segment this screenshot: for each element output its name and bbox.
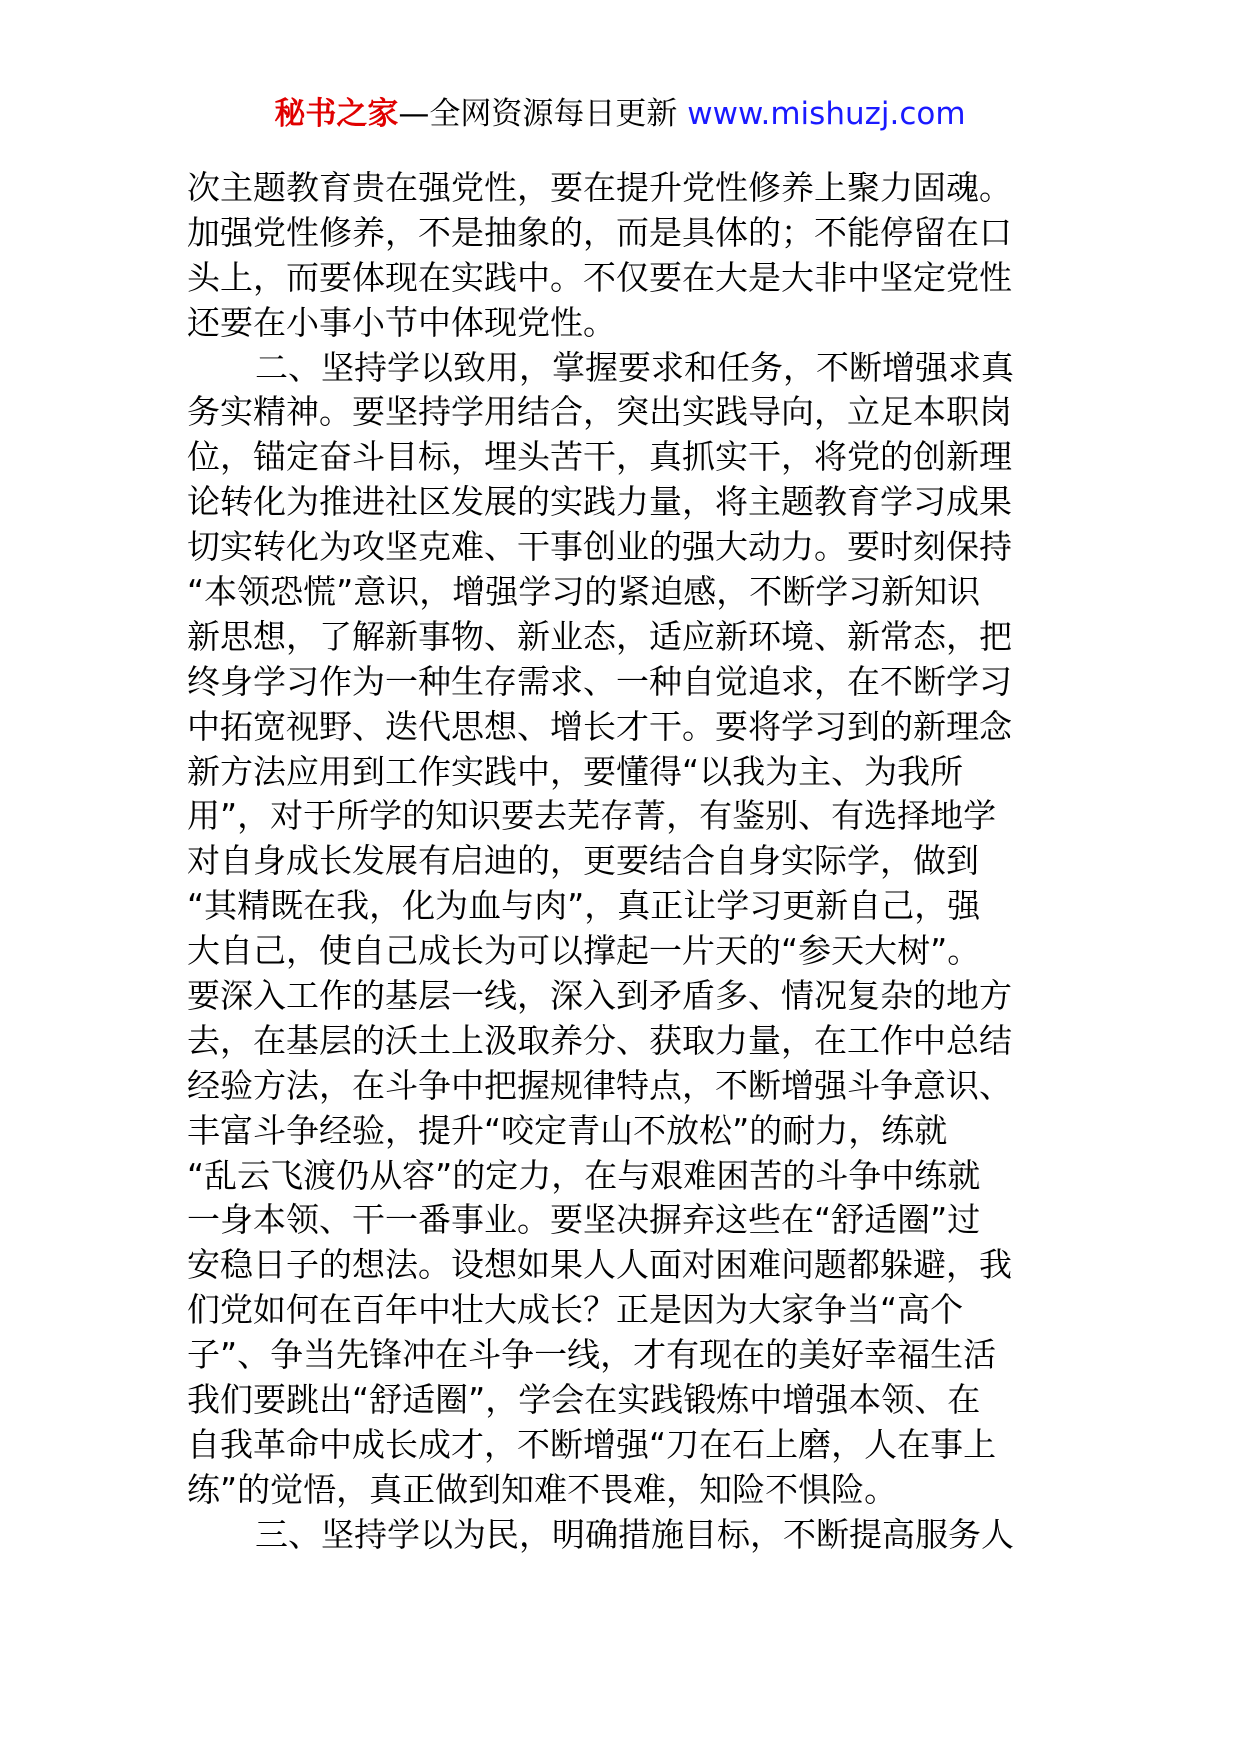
text-line: 还要在小事小节中体现党性。 (187, 302, 616, 342)
text-line: 安稳日子的想法。设想如果人人面对困难问题都躲避，我 (187, 1245, 1012, 1285)
text-line: 一身本领、干一番事业。要坚决摒弃这些在“舒适圈”过 (187, 1200, 981, 1240)
text-line: 们党如何在百年中壮大成长？正是因为大家争当“高个 (187, 1290, 964, 1330)
text-line: 我们要跳出“舒适圈”，学会在实践锻炼中增强本领、在 (187, 1380, 981, 1420)
site-slogan: —全网资源每日更新 (398, 96, 688, 132)
text-line: 练”的觉悟，真正做到知难不畏难，知险不惧险。 (187, 1469, 898, 1509)
site-brand: 秘书之家 (274, 96, 399, 132)
section-heading-line: 三、坚持学以为民，明确措施目标，不断提高服务人 (255, 1514, 1014, 1554)
text-line: 位，锚定奋斗目标，埋头苦干，真抓实干，将党的创新理 (187, 437, 1012, 477)
text-line: 论转化为推进社区发展的实践力量，将主题教育学习成果 (187, 482, 1012, 522)
text-line: 大自己，使自己成长为可以撑起一片天的“参天大树”。 (187, 931, 981, 971)
text-line: 头上，而要体现在实践中。不仅要在大是大非中坚定党性 (187, 257, 1012, 297)
text-line: “乱云飞渡仍从容”的定力，在与艰难困苦的斗争中练就 (187, 1155, 981, 1195)
document-body (187, 166, 1057, 1558)
text-line: 用”，对于所学的知识要去芜存菁，有鉴别、有选择地学 (187, 796, 997, 836)
text-line: 丰富斗争经验，提升“咬定青山不放松”的耐力，练就 (187, 1110, 948, 1150)
text-line: “本领恐慌”意识，增强学习的紧迫感，不断学习新知识 (187, 572, 981, 612)
text-line: 加强党性修养，不是抽象的，而是具体的；不能停留在口 (187, 212, 1012, 252)
text-line: 务实精神。要坚持学用结合，突出实践导向，立足本职岗 (187, 392, 1012, 432)
text-line: 新方法应用到工作实践中，要懂得“以我为主、为我所 (187, 751, 964, 791)
site-url[interactable]: www.mishuzj.com (687, 96, 966, 132)
text-line: 次主题教育贵在强党性，要在提升党性修养上聚力固魂。 (187, 168, 1012, 207)
text-line: 子”、争当先锋冲在斗争一线，才有现在的美好幸福生活 (187, 1335, 997, 1375)
text-line: 去，在基层的沃土上汲取养分、获取力量，在工作中总结 (187, 1020, 1012, 1060)
text-line: 自我革命中成长成才，不断增强“刀在石上磨，人在事上 (187, 1424, 997, 1464)
section-heading-line: 二、坚持学以致用，掌握要求和任务，不断增强求真 (255, 347, 1014, 387)
text-line: 要深入工作的基层一线，深入到矛盾多、情况复杂的地方 (187, 976, 1012, 1016)
text-line: 中拓宽视野、迭代思想、增长才干。要将学习到的新理念 (187, 706, 1012, 746)
text-line: 新思想，了解新事物、新业态，适应新环境、新常态，把 (187, 616, 1012, 656)
text-line: “其精既在我，化为血与肉”，真正让学习更新自己，强 (187, 886, 981, 926)
text-line: 对自身成长发展有启迪的，更要结合自身实际学，做到 (187, 841, 979, 881)
text-line: 终身学习作为一种生存需求、一种自觉追求，在不断学习 (187, 661, 1012, 701)
text-line: 切实转化为攻坚克难、干事创业的强大动力。要时刻保持 (187, 527, 1012, 567)
page-header (0, 94, 1240, 134)
text-line: 经验方法，在斗争中把握规律特点，不断增强斗争意识、 (187, 1065, 1012, 1105)
